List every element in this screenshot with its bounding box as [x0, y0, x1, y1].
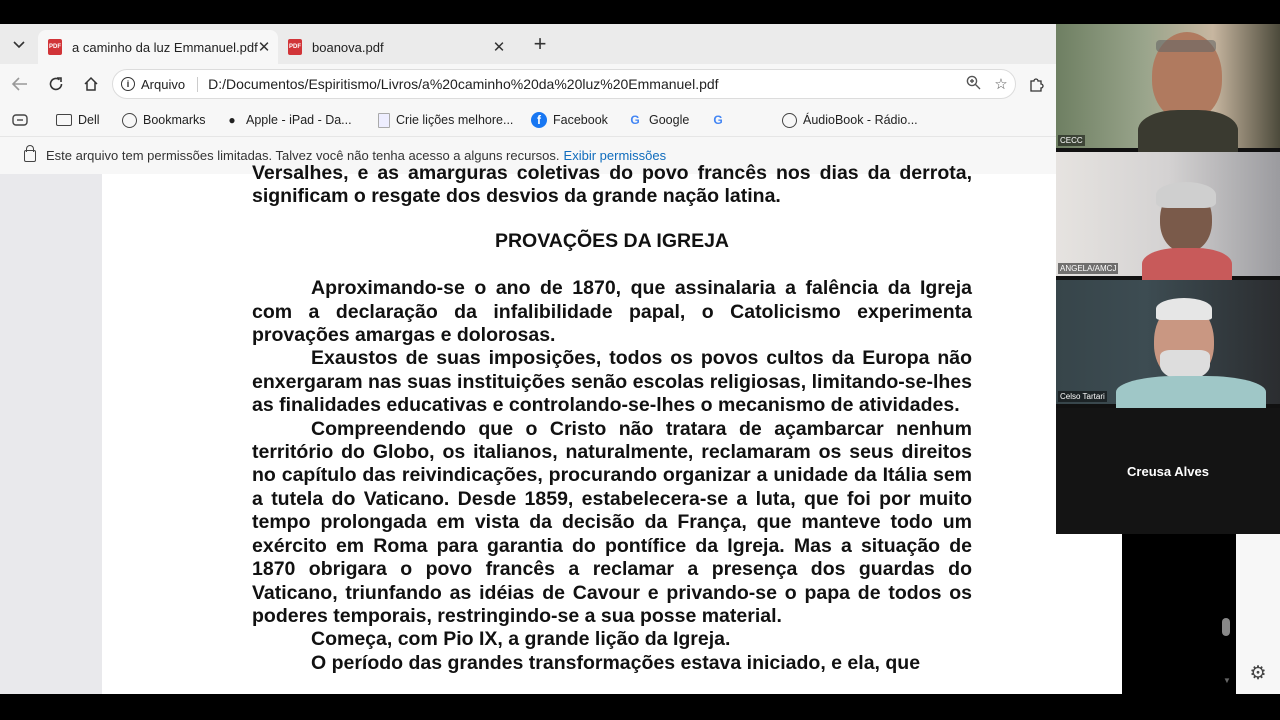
bookmark-apple-ipad[interactable]	[224, 110, 352, 130]
paragraph: Compreendendo que o Cristo não tratara de açambarcar nenhum território do Globo, os italianos, naturalmente, reclamaram os seus direitos no capítulo das reivindicações, procurando organizar a unidade da Itália sem a tutela do Vaticano. Desde 1859, estabelecera-se a luta, que foi por muito tempo prolongada em vista da decisão da França, que manteve todo um exército em Roma para garantia do pontífice da Igreja. Mas a situação de 1870 obrigara o povo francês a reclamar a presença dos guardas do Vaticano, triunfando as idéias de Cavour e privando-se o papa de todos os poderes temporais, restringindo-se a sua posse material.	[252, 417, 972, 627]
bookmark-label: ÁudioBook - Rádio...	[803, 113, 918, 127]
paragraph: O período das grandes transformações estava iniciado, e ela, que	[311, 651, 921, 674]
apple-icon: ●	[228, 113, 236, 127]
extensions-button[interactable]	[1024, 72, 1048, 96]
participant-name: ANGELA/AMCJ	[1060, 264, 1117, 273]
bookmark-label: Dell	[78, 113, 100, 127]
bookmark-google[interactable]	[627, 110, 689, 130]
bottom-letterbox	[0, 694, 1280, 720]
close-tab-icon[interactable]: ✕	[257, 39, 271, 56]
back-arrow-icon	[12, 77, 28, 91]
bookmark-label: Crie lições melhore...	[396, 113, 514, 127]
bookmark-audiobook-radio[interactable]	[781, 110, 918, 130]
participant-name: Creusa Alves	[1127, 463, 1209, 479]
puzzle-icon	[1028, 76, 1044, 92]
scroll-down-icon[interactable]: ▼	[1223, 676, 1231, 685]
refresh-icon	[48, 76, 64, 92]
tab-actions-menu-button[interactable]	[6, 32, 32, 58]
bookmarks-bar	[0, 104, 1056, 136]
partial-paragraph: Versalhes, e as amarguras coletivas do povo francês nos dias da derrota, significam o resgate dos desvios da grande nação latina.	[252, 162, 972, 208]
bookmark-label: Google	[649, 113, 690, 127]
tab-title: boanova.pdf	[312, 39, 384, 55]
favorite-star-icon[interactable]: ☆	[994, 76, 1008, 93]
globe-icon	[121, 112, 137, 128]
address-bar[interactable]	[112, 69, 1016, 99]
site-info-label[interactable]: Arquivo	[141, 77, 198, 92]
tab-a-caminho-da-luz[interactable]	[38, 30, 278, 64]
participant-tile[interactable]	[1056, 24, 1280, 148]
paragraph: Começa, com Pio IX, a grande lição da Igreja.	[311, 628, 731, 651]
home-button[interactable]	[77, 70, 105, 98]
bookmark-facebook[interactable]	[531, 110, 608, 130]
refresh-button[interactable]	[42, 70, 70, 98]
participant-tile[interactable]	[1056, 152, 1280, 276]
close-tab-icon[interactable]: ✕	[492, 39, 506, 56]
folder-icon	[56, 112, 72, 128]
tab-boanova[interactable]	[278, 30, 518, 64]
pdf-icon: PDF	[288, 39, 302, 55]
pdf-viewer[interactable]	[0, 162, 1056, 694]
infobar-message: Este arquivo tem permissões limitadas. Talvez você não tenha acesso a alguns recursos.	[46, 148, 560, 163]
page-icon	[378, 113, 390, 128]
chevron-down-icon	[13, 41, 25, 49]
view-permissions-link[interactable]: Exibir permissões	[563, 148, 667, 163]
globe-icon	[781, 112, 797, 128]
back-button[interactable]	[6, 70, 34, 98]
participant-name: CECC	[1060, 136, 1083, 145]
zoom-icon[interactable]	[959, 75, 987, 94]
bookmark-bookmarks[interactable]	[121, 110, 206, 130]
google-icon: G	[713, 113, 723, 127]
bookmark-google-2[interactable]	[710, 110, 732, 130]
tab-title: a caminho da luz Emmanuel.pdf	[72, 39, 258, 55]
page-text	[252, 162, 972, 675]
tab-strip	[0, 24, 1056, 64]
top-letterbox	[0, 0, 1280, 24]
home-icon	[83, 76, 99, 92]
url-text[interactable]: D:/Documentos/Espiritismo/Livros/a%20caminho%20da%20luz%20Emmanuel.pdf	[208, 76, 719, 92]
new-tab-button[interactable]: +	[533, 31, 547, 56]
browser-window	[0, 24, 1056, 694]
facebook-icon: f	[531, 112, 547, 128]
paragraph: Aproximando-se o ano de 1870, que assinalaria a falência da Igreja com a declaração da infalibilidade papal, o Catolicismo experimenta provações amargas e dolorosas.	[252, 277, 972, 347]
reading-list-icon	[12, 114, 28, 126]
participant-tile[interactable]	[1056, 280, 1280, 404]
lock-icon	[24, 150, 36, 162]
address-toolbar	[0, 64, 1056, 104]
paragraph: Exaustos de suas imposições, todos os povos cultos da Europa não enxergaram nas suas instituições senão escolas religiosas, limitando-se-lhes as finalidades educativas e controlando-se-lhes o mecanismo de atividades.	[252, 347, 972, 417]
bookmark-dell[interactable]	[56, 110, 100, 130]
pdf-page	[102, 162, 1122, 694]
section-heading: PROVAÇÕES DA IGREJA	[494, 229, 730, 252]
info-icon[interactable]: i	[121, 77, 135, 91]
video-call-panel	[1056, 24, 1280, 534]
pdf-icon: PDF	[48, 39, 62, 55]
reading-list-button[interactable]	[12, 110, 28, 130]
bookmark-crie-licoes[interactable]	[378, 110, 513, 130]
participant-tile[interactable]	[1056, 408, 1280, 534]
bookmark-label: Facebook	[553, 113, 608, 127]
bookmark-label: Apple - iPad - Da...	[246, 113, 352, 127]
scrollbar-thumb[interactable]	[1222, 618, 1230, 636]
gear-icon[interactable]: ⚙	[1249, 662, 1267, 684]
google-icon: G	[630, 113, 640, 127]
participant-name: Celso Tartari	[1060, 392, 1105, 401]
bookmark-label: Bookmarks	[143, 113, 206, 127]
